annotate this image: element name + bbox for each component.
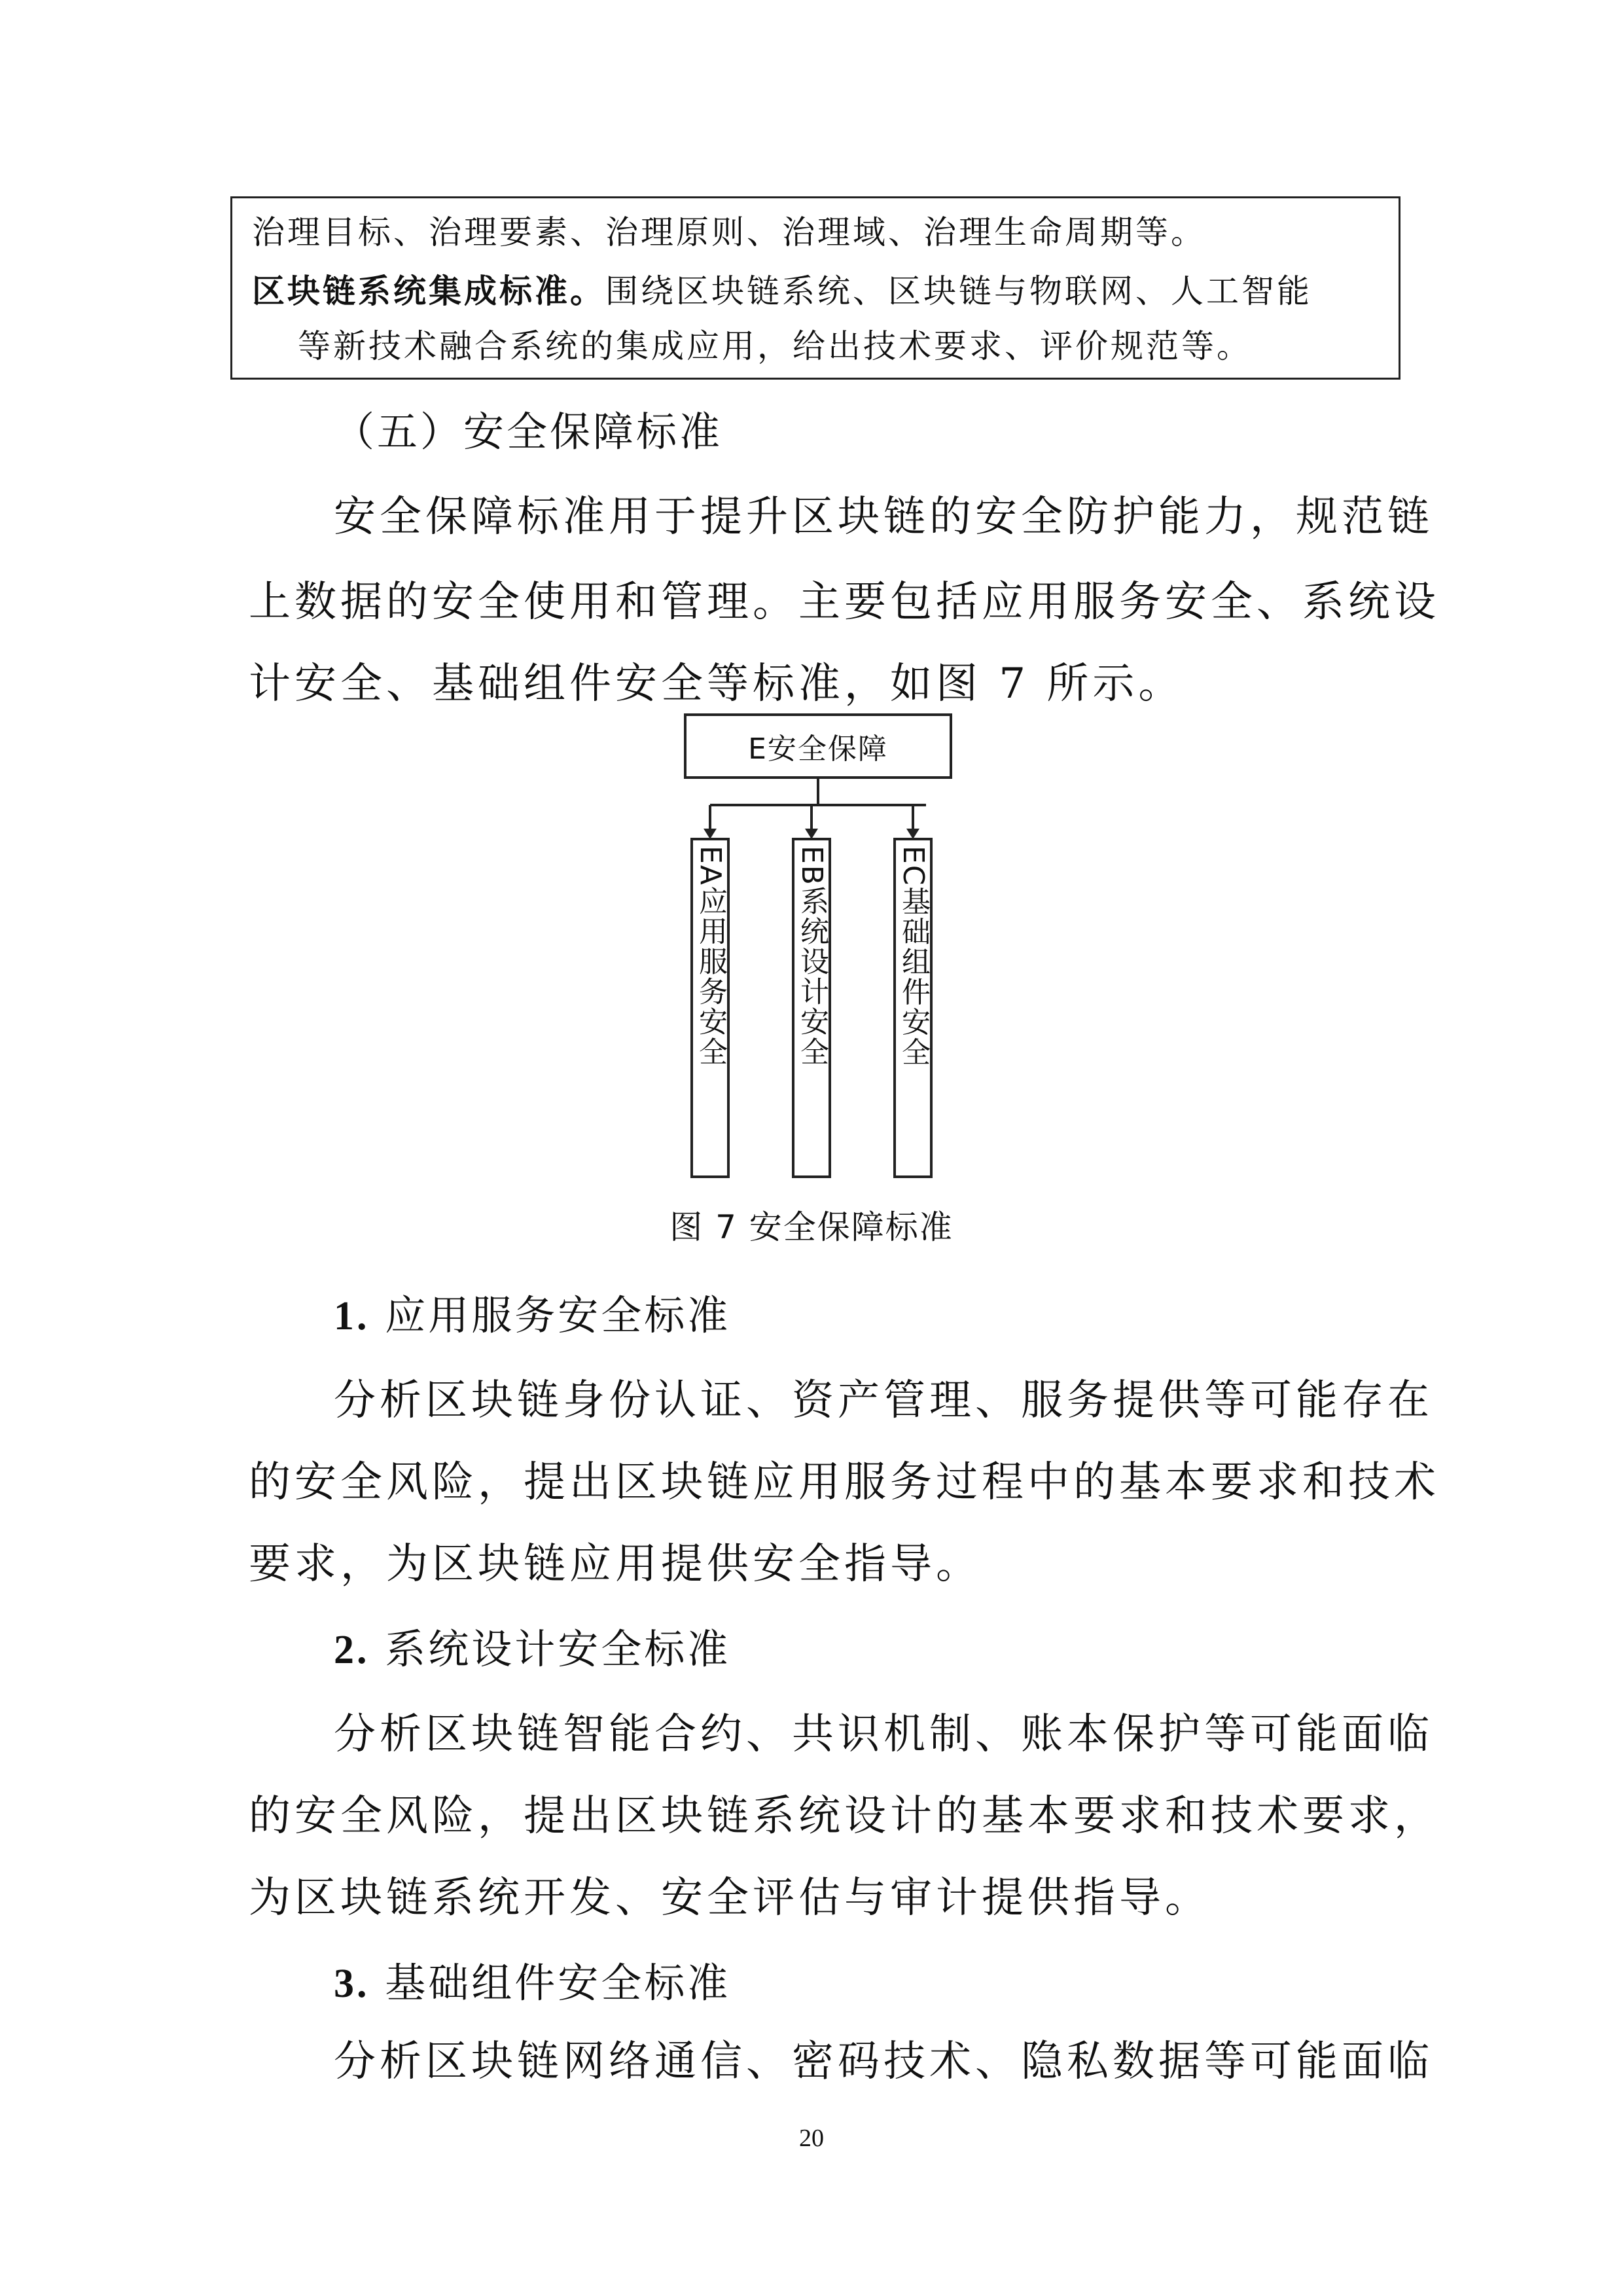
- subsection-2-line-3: 为区块链系统开发、安全评估与审计提供指导。: [249, 1874, 1211, 1922]
- subsection-3-title: 基础组件安全标准: [385, 1959, 731, 2007]
- security-standards-diagram: [674, 713, 949, 1185]
- page-number: 20: [799, 2125, 824, 2152]
- subsection-2-line-2: 的安全风险，提出区块链系统设计的基本要求和技术要求，: [249, 1792, 1440, 1840]
- box-term: 区块链系统集成标准。: [252, 272, 605, 310]
- subsection-1-line-1: 分析区块链身份认证、资产管理、服务提供等可能存在: [334, 1376, 1433, 1425]
- diagram-node-ec: [893, 838, 933, 1178]
- box-line-2-rest: 围绕区块链系统、区块链与物联网、人工智能: [605, 272, 1312, 310]
- box-line-3: 等新技术融合系统的集成应用，给出技术要求、评价规范等。: [298, 327, 1252, 365]
- intro-line-2: 上数据的安全使用和管理。主要包括应用服务安全、系统设: [249, 578, 1440, 626]
- box-line-1: 治理目标、治理要素、治理原则、治理域、治理生命周期等。: [252, 213, 1206, 251]
- subsection-1-line-3: 要求，为区块链应用提供安全指导。: [249, 1540, 982, 1588]
- subsection-1-heading: [334, 1289, 730, 1342]
- diagram-root-node: E安全保障: [684, 713, 952, 779]
- figure-caption: 图 7 安全保障标准: [669, 1208, 954, 1246]
- diagram-node-ea: [690, 838, 730, 1178]
- section-heading: （五）安全保障标准: [334, 408, 723, 456]
- subsection-2-number: 2.: [334, 1628, 370, 1672]
- subsection-1-title: 应用服务安全标准: [385, 1291, 731, 1339]
- subsection-1-line-2: 的安全风险，提出区块链应用服务过程中的基本要求和技术: [249, 1458, 1440, 1507]
- subsection-2-line-1: 分析区块链智能合约、共识机制、账本保护等可能面临: [334, 1710, 1433, 1759]
- box-line-2: [252, 272, 1312, 311]
- subsection-3-number: 3.: [334, 1962, 370, 2006]
- intro-line-1: 安全保障标准用于提升区块链的安全防护能力，规范链: [334, 493, 1433, 541]
- intro-line-3: 计安全、基础组件安全等标准，如图 7 所示。: [249, 660, 1185, 708]
- diagram-node-eb: [792, 838, 831, 1178]
- subsection-1-number: 1.: [334, 1294, 370, 1338]
- standards-text-box: [230, 196, 1400, 380]
- diagram-node-ea-label: EA应用服务安全: [694, 846, 727, 1067]
- subsection-3-heading: [334, 1957, 730, 2010]
- subsection-2-heading: [334, 1623, 730, 1676]
- subsection-2-title: 系统设计安全标准: [385, 1625, 731, 1673]
- diagram-node-eb-label: EB系统设计安全: [795, 846, 829, 1067]
- diagram-node-ec-label: EC基础组件安全: [897, 846, 930, 1067]
- subsection-3-line-1: 分析区块链网络通信、密码技术、隐私数据等可能面临: [334, 2037, 1433, 2086]
